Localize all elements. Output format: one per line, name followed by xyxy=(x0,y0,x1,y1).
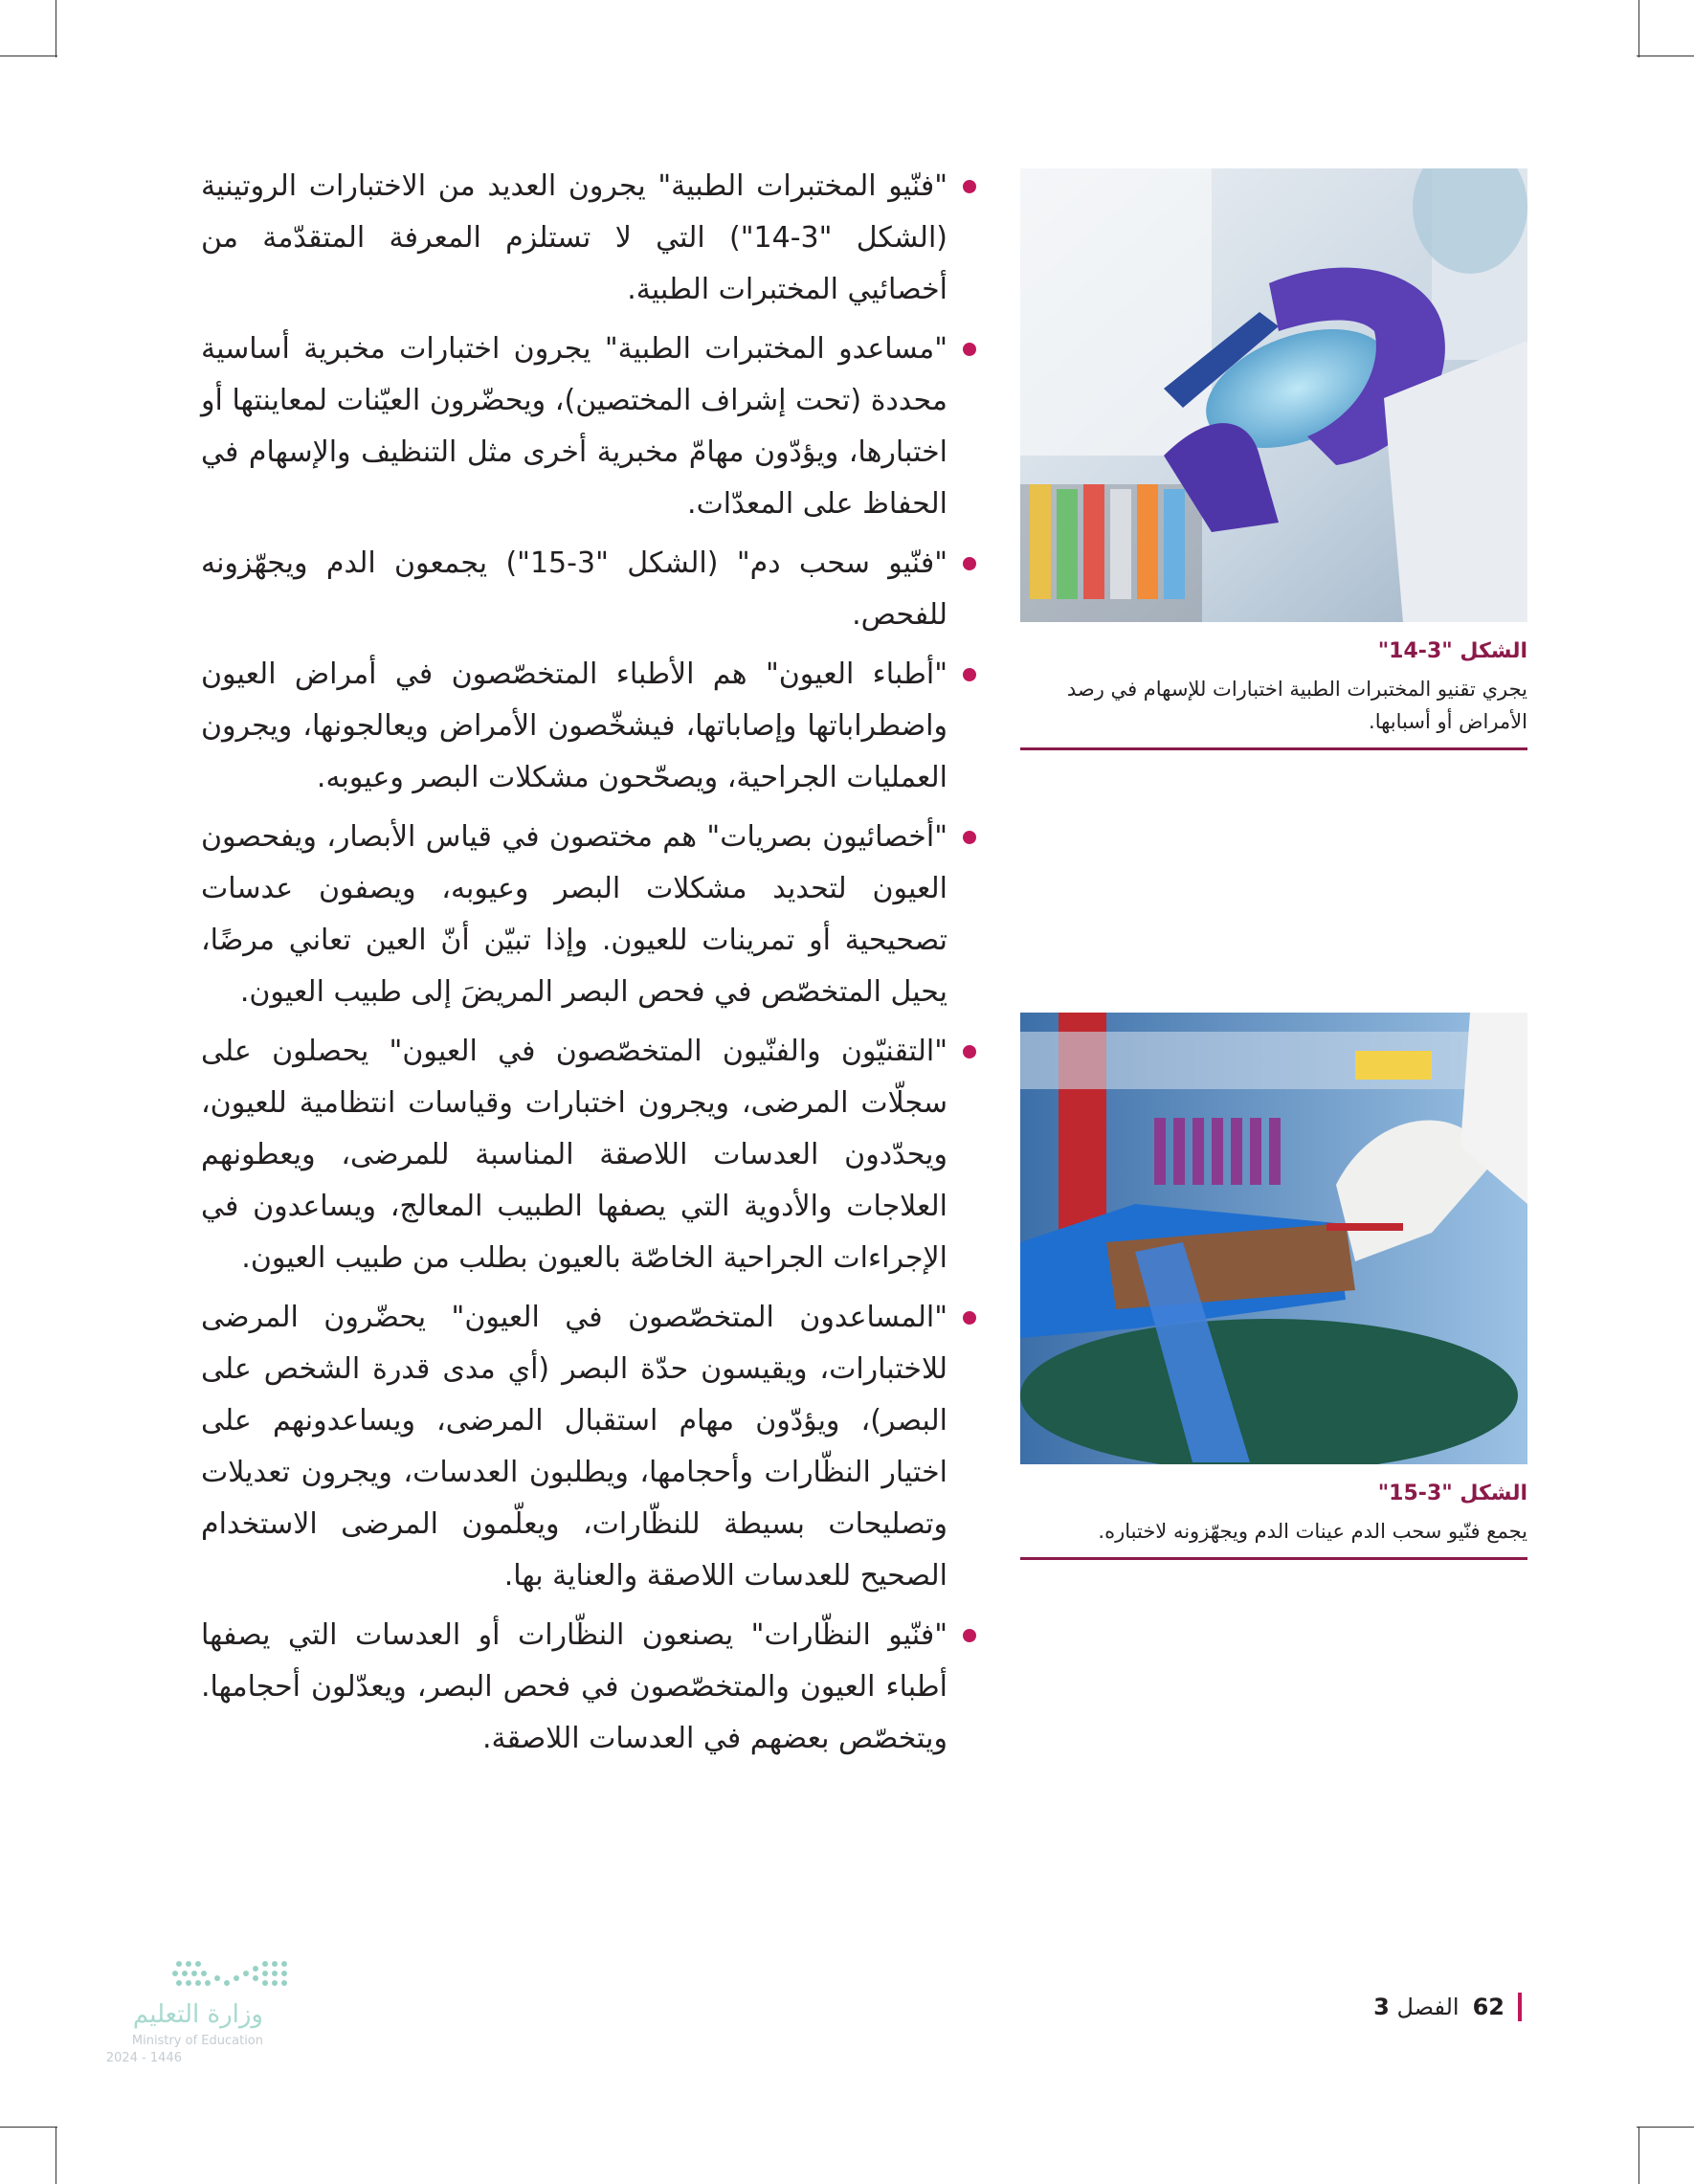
blood-draw-photo xyxy=(1020,1013,1527,1464)
bullet-item xyxy=(201,1610,976,1765)
bullet-dot-icon xyxy=(963,1311,976,1325)
bullet-item xyxy=(201,1292,976,1602)
crop-mark xyxy=(1638,0,1639,57)
bullet-dot-icon xyxy=(963,343,976,356)
bullet-dot-icon xyxy=(963,831,976,844)
figure-label: الشكل "3-15" xyxy=(1377,1482,1527,1505)
bullet-text: "التقنيّون والفنّيون المتخصّصون في العيون" يحصلون على سجلّات المرضى، ويجرون اختبارات وقياسات انتظامية للعيون، ويحدّدون العدسات اللاصقة المناسبة للمرضى، ويعطونهم العلاجات والأدوية التي يصفها الطبيب المعالج، ويساعدون في الإجراءات الجراحية الخاصّة بالعيون بطلب من طبيب العيون. xyxy=(201,1035,947,1275)
chapter-number: 3 xyxy=(1373,1994,1390,2020)
bullet-text: "أطباء العيون" هم الأطباء المتخصّصون في أمراض العيون واضطراباتها وإصاباتها، فيشخّصون الأمراض ويعالجونها، ويجرون العمليات الجراحية، ويصحّحون مشكلات البصر وعيوبه. xyxy=(201,657,947,794)
ministry-name-en: Ministry of Education xyxy=(131,2034,263,2048)
blood-draw-illustration xyxy=(1020,1013,1527,1464)
bullet-text: "المساعدون المتخصّصون في العيون" يحضّرون المرضى للاختبارات، ويقيسون حدّة البصر (أي مدى قدرة الشخص على البصر)، ويؤدّون مهام استقبال المرضى، ويساعدونهم على اختيار النظّارات وأحجامها، ويطلبون العدسات، ويجرون تعديلات وتصليحات بسيطة للنظّارات، ويعلّمون المرضى الاستخدام الصحيح للعدسات اللاصقة والعناية بها. xyxy=(201,1301,947,1593)
crop-mark xyxy=(0,2127,57,2128)
bullet-text: "فنّيو المختبرات الطبية" يجرون العديد من الاختبارات الروتينية (الشكل "3-14") التي لا تستلزم المعرفة المتقدّمة من أخصائيي المختبرات الطبية. xyxy=(201,169,947,306)
bullet-item xyxy=(201,1026,976,1284)
ministry-logo xyxy=(91,1952,340,2096)
footer-divider xyxy=(1518,1993,1522,2021)
crop-mark xyxy=(1637,2127,1694,2128)
figure-caption: يجمع فنّيو سحب الدم عينات الدم ويجهّزونه لاختباره. xyxy=(1098,1520,1527,1543)
main-text-column xyxy=(201,161,976,1772)
bullet-text: "أخصائيون بصريات" هم مختصون في قياس الأبصار، ويفحصون العيون لتحديد مشكلات البصر وعيوبه، ويصفون عدسات تصحيحية أو تمرينات للعيون. وإذا تبيّن أنّ العين تعاني مرضًا، يحيل المتخصّص في فحص البصر المريضَ إلى طبيب العيون. xyxy=(201,820,947,1009)
bullet-item xyxy=(201,649,976,804)
bullet-item xyxy=(201,538,976,641)
figure-divider xyxy=(1020,747,1527,750)
lab-technician-photo xyxy=(1020,168,1527,622)
figure-caption: يجري تقنيو المختبرات الطبية اختبارات للإسهام في رصد الأمراض أو أسبابها. xyxy=(1066,678,1527,733)
chapter-word: الفصل xyxy=(1396,1994,1460,2020)
page-footer xyxy=(1321,1993,1522,2021)
bullet-item xyxy=(201,812,976,1018)
bullet-dot-icon xyxy=(963,1629,976,1642)
figure-label: الشكل "3-14" xyxy=(1377,639,1527,663)
figure-3-14 xyxy=(1020,168,1527,750)
bullet-text: "فنّيو النظّارات" يصنعون النظّارات أو العدسات التي يصفها أطباء العيون والمتخصّصون في فحص البصر، ويعدّلون أحجامها. ويتخصّص بعضهم في العدسات اللاصقة. xyxy=(201,1618,947,1755)
lab-technician-illustration xyxy=(1020,168,1527,622)
bullet-dot-icon xyxy=(963,1045,976,1059)
figure-divider xyxy=(1020,1557,1527,1560)
ministry-name-ar: وزارة التعليم xyxy=(132,2000,263,2029)
chapter-indicator xyxy=(1373,1994,1459,2020)
ministry-years: 2024 - 1446 xyxy=(105,2051,182,2065)
bullet-dot-icon xyxy=(963,557,976,570)
page-number: 62 xyxy=(1472,1994,1505,2020)
figure-3-15 xyxy=(1020,1013,1527,1560)
bullet-text: "فنّيو سحب دم" (الشكل "3-15") يجمعون الدم ويجهّزونه للفحص. xyxy=(201,546,947,632)
bullet-dot-icon xyxy=(963,668,976,681)
bullet-item xyxy=(201,323,976,530)
bullet-item xyxy=(201,161,976,316)
bullet-dot-icon xyxy=(963,180,976,193)
bullet-text: "مساعدو المختبرات الطبية" يجرون اختبارات مخبرية أساسية محددة (تحت إشراف المختصين)، ويحضّرون العيّنات لمعاينتها أو اختبارها، ويؤدّون مهامّ مخبرية أخرى مثل التنظيف والإسهام في الحفاظ على المعدّات. xyxy=(201,332,947,521)
crop-mark xyxy=(1638,2127,1639,2184)
